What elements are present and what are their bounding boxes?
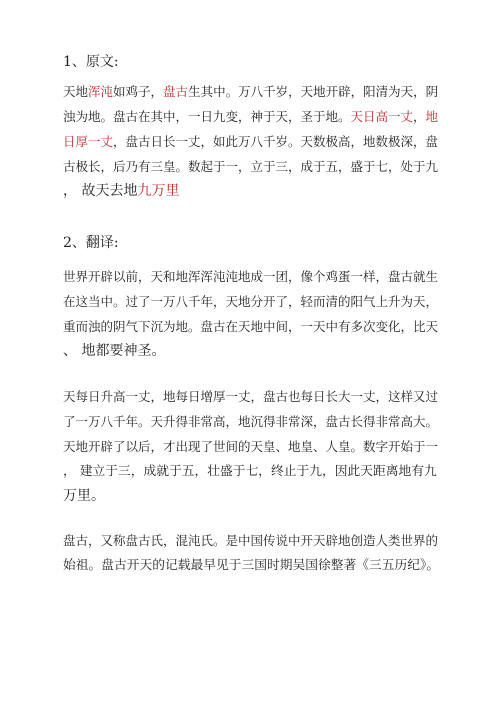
highlighted-phrase: 浑沌 [88, 84, 114, 99]
section-heading-translation: 2、翻译: [63, 235, 119, 251]
section-heading-original: 1、原文: [63, 54, 119, 70]
text-line: 重而浊的阴气下沉为地。盘古在天地中间，一天中有多次变化，比天 [63, 319, 439, 334]
text-segment: 如鸡子， [113, 84, 164, 99]
text-segment: 浊为地。盘古在其中，一日九变，神于天，圣于地。 [63, 109, 351, 124]
text-segment: 天地 [63, 84, 89, 99]
text-line [63, 104, 443, 129]
translation-paragraph-3 [63, 528, 443, 578]
text-line [63, 179, 443, 204]
highlighted-phrase: 天日高一丈 [350, 109, 414, 124]
text-line: ， 建立于三，成就于五，壮盛于七，终止于九，因此天距离地有九 [63, 464, 437, 479]
highlighted-phrase: 盘古 [163, 84, 189, 99]
translation-paragraph-2 [63, 384, 443, 509]
text-line [63, 154, 443, 179]
text-line [63, 79, 443, 104]
highlighted-phrase: 九万里 [137, 183, 180, 199]
highlighted-phrase: 地 [425, 109, 439, 124]
translation-paragraph-1 [63, 264, 443, 364]
highlighted-phrase: 日厚一丈 [63, 134, 114, 149]
text-line: 万里。 [63, 488, 105, 504]
text-line [63, 129, 443, 154]
text-segment: ， [413, 109, 426, 124]
text-line: 了一万八千年。天升得非常高，地沉得非常深，盘古长得非常高大。 [63, 414, 439, 429]
text-line: 始祖。盘古开天的记载最早见于三国时期吴国徐整著《三五历纪》。 [63, 558, 440, 573]
text-segment: 古极长，后乃有三皇。数起于一，立于三，成于五，盛于七，处于九 [63, 159, 439, 174]
text-segment: ， 故天去地 [63, 183, 138, 199]
text-line: 盘古，又称盘古氏，混沌氏。是中国传说中开天辟地创造人类世界的 [63, 533, 439, 548]
text-segment: ，盘古日长一丈，如此万八千岁。天数极高，地数极深，盘 [113, 134, 439, 149]
text-segment: 生其中。万八千岁，天地开辟，阳清为天，阴 [188, 84, 439, 99]
text-line: 天地开辟了以后，才出现了世间的天皇、地皇、人皇。数字开始于一 [63, 439, 439, 454]
original-text-paragraph [63, 79, 443, 204]
text-line: 世界开辟以前，天和地浑浑沌沌地成一团，像个鸡蛋一样，盘古就生 [63, 269, 439, 284]
text-line: 在这当中。过了一万八千年，天地分开了，轻而清的阳气上升为天， [63, 294, 439, 309]
text-line: 、 地都要神圣。 [63, 343, 166, 359]
text-line: 天每日升高一丈，地每日增厚一丈，盘古也每日长大一丈，这样又过 [63, 389, 439, 404]
